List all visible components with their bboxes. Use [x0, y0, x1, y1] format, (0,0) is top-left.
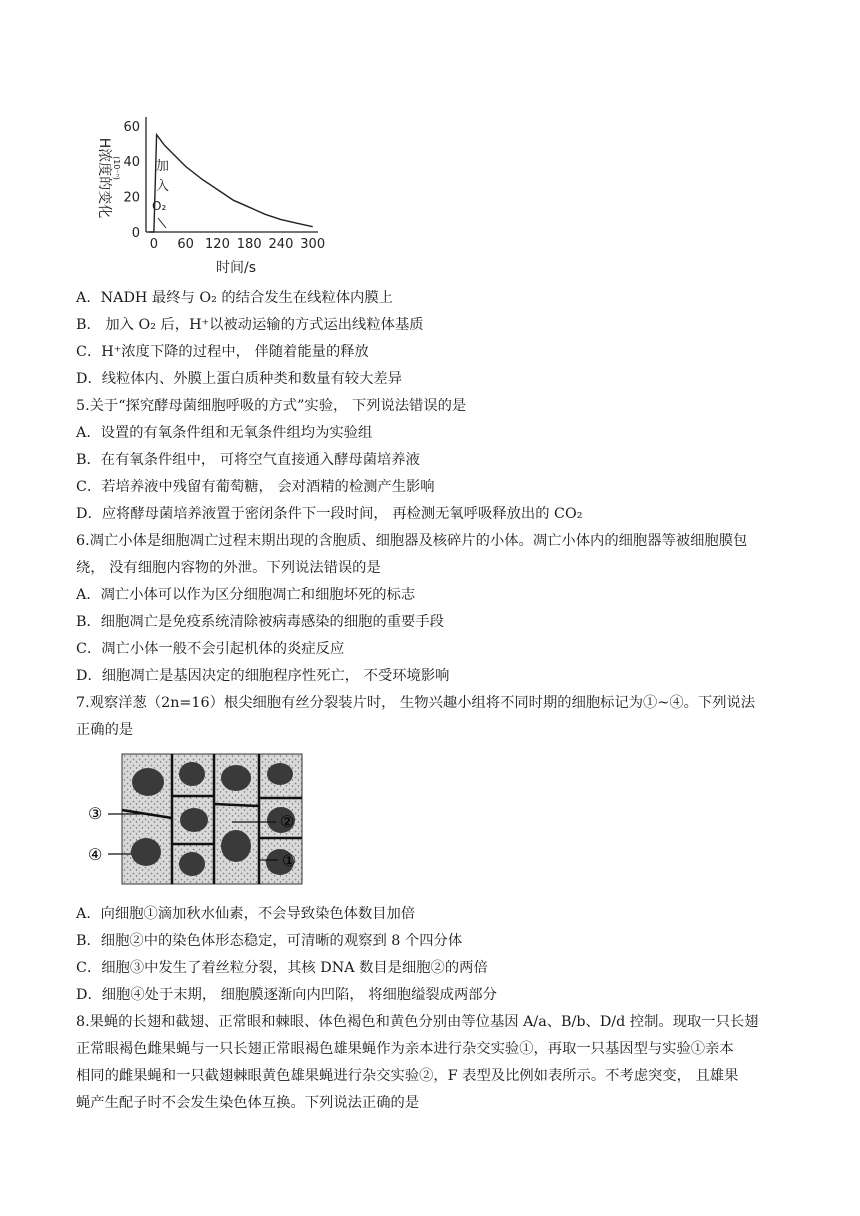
x-tick-label: 120	[205, 237, 230, 252]
concentration-line	[149, 135, 313, 232]
x-tick-label: 180	[236, 237, 262, 252]
annotation-char-2: 入	[156, 179, 170, 194]
x-axis-label: 时间/s	[215, 260, 257, 276]
q6-option-d: D．细胞凋亡是基因决定的细胞程序性死亡， 不受环境影响	[76, 668, 450, 684]
q4-option-b: B． 加入 O₂ 后，H⁺以被动运输的方式运出线粒体基质	[76, 317, 424, 333]
chart-axes	[146, 117, 318, 232]
q6-option-a: A．凋亡小体可以作为区分细胞凋亡和细胞坏死的标志	[76, 587, 416, 603]
x-tick-label: 0	[149, 237, 159, 252]
q5-option-c: C．若培养液中残留有葡萄糖， 会对酒精的检测产生影响	[76, 479, 435, 495]
q7-option-c: C．细胞③中发生了着丝粒分裂，其核 DNA 数目是细胞②的两倍	[76, 960, 488, 976]
q8-stem-line4: 蝇产生配子时不会发生染色体互换。下列说法正确的是	[76, 1095, 420, 1111]
x-tick-label: 300	[300, 237, 326, 252]
q6-option-b: B．细胞凋亡是免疫系统清除被病毒感染的细胞的重要手段	[76, 614, 444, 630]
y-tick-label: 40	[123, 155, 140, 171]
q5-option-b: B．在有氧条件组中， 可将空气直接通入酵母菌培养液	[76, 452, 420, 468]
q5-stem: 5.关于“探究酵母菌细胞呼吸的方式”实验， 下列说法错误的是	[76, 398, 467, 414]
label-4: ④	[88, 845, 103, 864]
q7-stem-line2: 正确的是	[76, 722, 134, 738]
q8-stem-line3: 相同的雌果蝇和一只截翅棘眼黄色雄果蝇进行杂交实验②，F 表型及比例如表所示。不考虑突变， 且雄果	[76, 1068, 739, 1084]
label-2: ②	[280, 812, 295, 831]
q8-stem-line2: 正常眼褐色雌果蝇与一只长翅正常眼褐色雄果蝇作为亲本进行杂交实验①，再取一只基因型与实验①亲本	[76, 1041, 734, 1057]
q4-option-a: A．NADH 最终与 O₂ 的结合发生在线粒体内膜上	[76, 290, 393, 306]
q4-option-c: C．H⁺浓度下降的过程中， 伴随着能量的释放	[76, 344, 369, 360]
q6-stem-line1: 6.凋亡小体是细胞凋亡过程末期出现的含胞质、细胞器及核碎片的小体。凋亡小体内的细胞器等被细胞膜包	[76, 533, 748, 549]
root-tip-micrograph	[84, 752, 310, 888]
q7-option-b: B．细胞②中的染色体形态稳定，可清晰的观察到 8 个四分体	[76, 933, 463, 949]
concentration-time-chart	[86, 112, 326, 282]
q7-option-d: D．细胞④处于末期， 细胞膜逐渐向内凹陷， 将细胞缢裂成两部分	[76, 987, 497, 1003]
y-tick-label: 60	[123, 119, 140, 135]
y-tick-label: 20	[123, 190, 140, 206]
y-axis-unit: (10⁻ⁿ)	[112, 156, 121, 180]
q6-option-c: C．凋亡小体一般不会引起机体的炎症反应	[76, 641, 345, 657]
x-tick-label: 240	[268, 237, 294, 252]
annotation-char-3: O₂	[152, 199, 167, 213]
x-tick-labels	[150, 237, 325, 252]
label-1: ①	[282, 851, 297, 870]
annotation-char-1: 加	[156, 159, 170, 174]
y-axis-label: H浓度的变化	[96, 137, 112, 219]
q8-stem-line1: 8.果蝇的长翅和截翅、正常眼和棘眼、体色褐色和黄色分别由等位基因 A/a、B/b、D/d 控制。现取一只长翅	[76, 1014, 759, 1030]
y-tick-label: 0	[131, 226, 140, 241]
x-tick-label: 60	[177, 237, 194, 252]
q4-option-d: D．线粒体内、外膜上蛋白质种类和数量有较大差异	[76, 371, 402, 387]
y-tick-labels	[123, 120, 140, 241]
q5-option-a: A．设置的有氧条件组和无氧条件组均为实验组	[76, 425, 373, 441]
q7-stem-line1: 7.观察洋葱（2n=16）根尖细胞有丝分裂装片时， 生物兴趣小组将不同时期的细胞标记为①~④。下列说法	[76, 695, 756, 711]
q6-stem-line2: 绕， 没有细胞内容物的外泄。下列说法错误的是	[76, 560, 381, 576]
annotation-arrow	[158, 218, 166, 228]
q7-option-a: A．向细胞①滴加秋水仙素，不会导致染色体数目加倍	[76, 906, 416, 922]
label-3: ③	[88, 804, 103, 823]
q5-option-d: D．应将酵母菌培养液置于密闭条件下一段时间， 再检测无氧呼吸释放出的 CO₂	[76, 506, 583, 522]
